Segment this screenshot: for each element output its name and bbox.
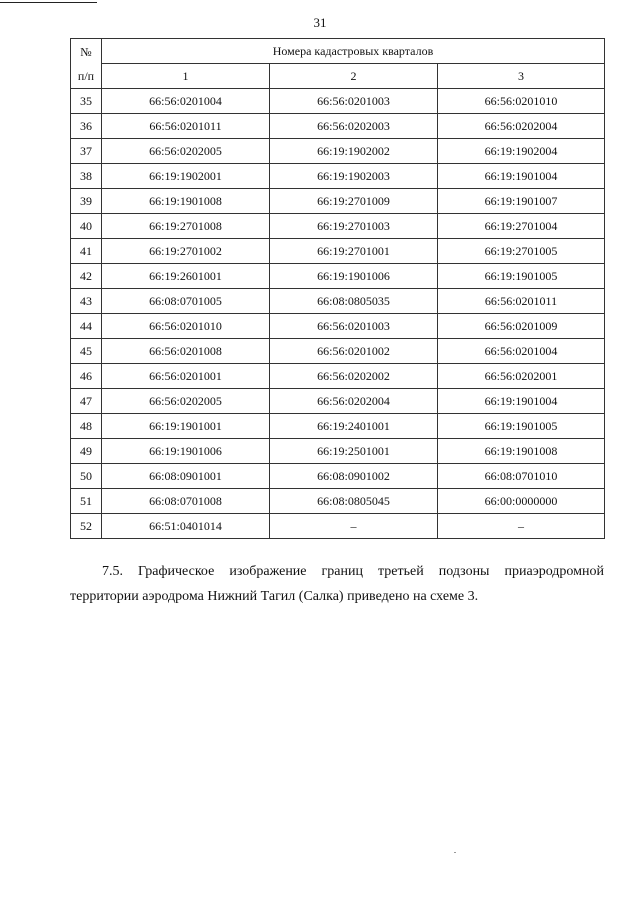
cadastral-cell-1: 66:56:0201001 — [102, 364, 270, 389]
paragraph-7-5 — [70, 559, 604, 609]
number-sign: № — [80, 44, 92, 59]
table-row — [71, 464, 605, 489]
cadastral-cell-2: 66:56:0202002 — [270, 364, 438, 389]
cadastral-cell-1: 66:08:0701008 — [102, 489, 270, 514]
row-number-cell: 42 — [71, 264, 102, 289]
table-row — [71, 289, 605, 314]
cadastral-cell-3: – — [438, 514, 605, 539]
cadastral-cell-1: 66:08:0901001 — [102, 464, 270, 489]
cadastral-cell-2: 66:56:0202003 — [270, 114, 438, 139]
cadastral-cell-1: 66:56:0202005 — [102, 139, 270, 164]
row-number-cell: 36 — [71, 114, 102, 139]
table-row — [71, 164, 605, 189]
table-row — [71, 214, 605, 239]
cadastral-cell-3: 66:19:1901004 — [438, 389, 605, 414]
row-number-cell: 45 — [71, 339, 102, 364]
page-number: 31 — [313, 15, 327, 30]
cadastral-cell-3: 66:56:0202004 — [438, 114, 605, 139]
cadastral-cell-2: 66:56:0201003 — [270, 314, 438, 339]
cadastral-cell-1: 66:19:2701008 — [102, 214, 270, 239]
cadastral-cell-2: 66:19:2701001 — [270, 239, 438, 264]
cadastral-cell-1: 66:51:0401014 — [102, 514, 270, 539]
table-row — [71, 414, 605, 439]
row-number-cell: 38 — [71, 164, 102, 189]
table-row — [71, 264, 605, 289]
cadastral-cell-3: 66:19:1901007 — [438, 189, 605, 214]
cadastral-cell-1: 66:19:1901006 — [102, 439, 270, 464]
cadastral-table — [70, 38, 605, 539]
column-header-1: 1 — [102, 64, 270, 89]
cadastral-cell-2: 66:56:0202004 — [270, 389, 438, 414]
column-header-2: 2 — [270, 64, 438, 89]
row-number-cell: 44 — [71, 314, 102, 339]
cadastral-cell-2: 66:19:1901006 — [270, 264, 438, 289]
group-header: Номера кадастровых кварталов — [102, 39, 605, 64]
cadastral-cell-2: 66:56:0201002 — [270, 339, 438, 364]
cadastral-cell-2: 66:19:1902002 — [270, 139, 438, 164]
cadastral-cell-2: 66:56:0201003 — [270, 89, 438, 114]
cadastral-cell-2: 66:08:0805045 — [270, 489, 438, 514]
cadastral-cell-2: 66:19:2701003 — [270, 214, 438, 239]
row-number-cell: 41 — [71, 239, 102, 264]
cadastral-cell-3: 66:19:1901008 — [438, 439, 605, 464]
cadastral-cell-3: 66:19:1901004 — [438, 164, 605, 189]
paragraph-line-1: 7.5. Графическое изображение границ третьей подзоны приаэродромной — [102, 564, 604, 579]
cadastral-cell-2: 66:08:0901002 — [270, 464, 438, 489]
table-row — [71, 89, 605, 114]
table-row — [71, 364, 605, 389]
row-number-cell: 47 — [71, 389, 102, 414]
cadastral-cell-3: 66:19:1901005 — [438, 264, 605, 289]
number-abbrev: п/п — [77, 68, 95, 83]
table-row — [71, 114, 605, 139]
table-row — [71, 439, 605, 464]
table-row — [71, 514, 605, 539]
cadastral-cell-2: 66:19:2701009 — [270, 189, 438, 214]
cadastral-cell-3: 66:19:1901005 — [438, 414, 605, 439]
table-row — [71, 389, 605, 414]
cadastral-cell-3: 66:56:0202001 — [438, 364, 605, 389]
cadastral-cell-3: 66:19:2701005 — [438, 239, 605, 264]
table-row — [71, 489, 605, 514]
cadastral-cell-1: 66:08:0701005 — [102, 289, 270, 314]
cadastral-cell-1: 66:56:0201008 — [102, 339, 270, 364]
cadastral-cell-3: 66:08:0701010 — [438, 464, 605, 489]
cadastral-cell-1: 66:56:0202005 — [102, 389, 270, 414]
row-number-cell: 48 — [71, 414, 102, 439]
row-number-cell: 35 — [71, 89, 102, 114]
cadastral-cell-3: 66:56:0201010 — [438, 89, 605, 114]
cadastral-cell-3: 66:56:0201009 — [438, 314, 605, 339]
row-number-cell: 46 — [71, 364, 102, 389]
table-body — [71, 89, 605, 539]
table-row — [71, 189, 605, 214]
table-row — [71, 314, 605, 339]
cadastral-cell-1: 66:19:2701002 — [102, 239, 270, 264]
cadastral-cell-3: 66:56:0201004 — [438, 339, 605, 364]
cadastral-cell-1: 66:56:0201010 — [102, 314, 270, 339]
scan-speck — [454, 852, 456, 853]
cadastral-cell-1: 66:56:0201011 — [102, 114, 270, 139]
row-number-cell: 39 — [71, 189, 102, 214]
cadastral-cell-2: 66:08:0805035 — [270, 289, 438, 314]
table-row — [71, 239, 605, 264]
paragraph-line-2: территории аэродрома Нижний Тагил (Салка) приведено на схеме 3. — [70, 589, 479, 604]
cadastral-cell-1: 66:56:0201004 — [102, 89, 270, 114]
column-header-3: 3 — [438, 64, 605, 89]
row-number-cell: 51 — [71, 489, 102, 514]
table-row — [71, 139, 605, 164]
row-number-cell: 52 — [71, 514, 102, 539]
cadastral-cell-3: 66:19:1902004 — [438, 139, 605, 164]
row-number-cell: 49 — [71, 439, 102, 464]
row-number-header — [71, 39, 102, 89]
row-number-cell: 43 — [71, 289, 102, 314]
top-rule — [0, 2, 97, 3]
cadastral-cell-2: 66:19:2401001 — [270, 414, 438, 439]
row-number-cell: 40 — [71, 214, 102, 239]
cadastral-cell-2: 66:19:1902003 — [270, 164, 438, 189]
cadastral-cell-1: 66:19:2601001 — [102, 264, 270, 289]
cadastral-cell-1: 66:19:1902001 — [102, 164, 270, 189]
cadastral-cell-2: – — [270, 514, 438, 539]
row-number-cell: 50 — [71, 464, 102, 489]
cadastral-cell-1: 66:19:1901008 — [102, 189, 270, 214]
cadastral-cell-3: 66:56:0201011 — [438, 289, 605, 314]
cadastral-cell-2: 66:19:2501001 — [270, 439, 438, 464]
row-number-cell: 37 — [71, 139, 102, 164]
cadastral-cell-3: 66:19:2701004 — [438, 214, 605, 239]
cadastral-cell-3: 66:00:0000000 — [438, 489, 605, 514]
cadastral-cell-1: 66:19:1901001 — [102, 414, 270, 439]
table-row — [71, 339, 605, 364]
